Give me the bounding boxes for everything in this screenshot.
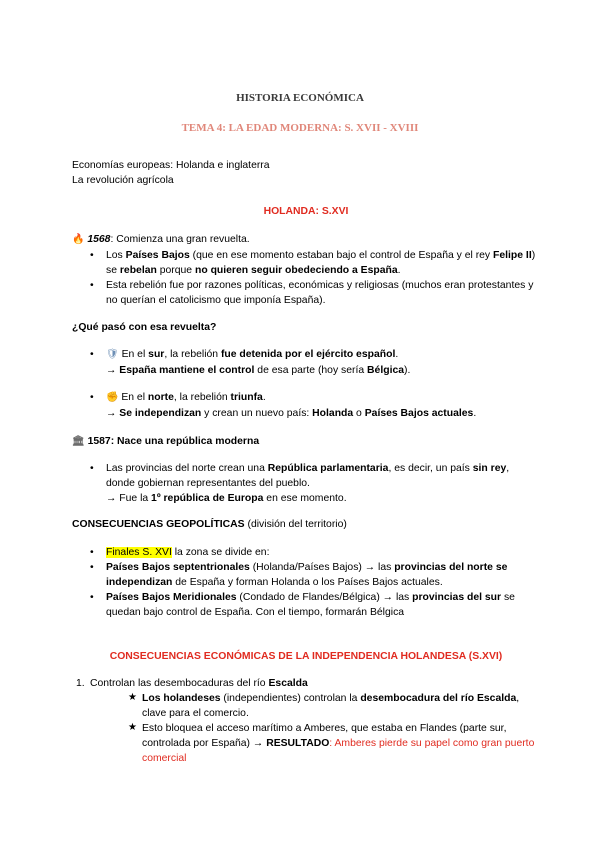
event-1568-list	[72, 248, 540, 308]
econ-sublist	[128, 691, 540, 766]
geo-heading: CONSECUENCIAS GEOPOLÍTICAS (división del territorio)	[72, 519, 347, 530]
shield-icon: 🛡	[106, 349, 119, 360]
geo-list	[72, 545, 540, 620]
event-text: : Comienza una gran revuelta.	[110, 234, 250, 245]
document-subtitle: TEMA 4: LA EDAD MODERNA: S. XVII - XVIII	[181, 122, 419, 134]
highlighted-text: Finales S. XVI	[106, 547, 172, 558]
event-year: 1568	[87, 234, 111, 245]
list-item: ★ Los holandeses (independientes) controlan la desembocadura del río Escalda, clave para el comercio.	[128, 691, 540, 721]
fire-icon: 🔥	[72, 234, 85, 245]
list-item: • Países Bajos Meridionales (Condado de Flandes/Bélgica) → las provincias del sur se quedan bajo control de España. Con el tiempo, formarán Bélgica	[72, 590, 540, 620]
republic-heading: 🏛 1587: Nace una república moderna	[72, 436, 260, 447]
econ-heading: CONSECUENCIAS ECONÓMICAS DE LA INDEPENDENCIA HOLANDESA (S.XVI)	[109, 651, 503, 662]
intro-block	[72, 158, 540, 188]
question-heading: ¿Qué pasó con esa revuelta?	[72, 322, 217, 333]
intro-line-2: La revolución agrícola	[72, 175, 174, 187]
econ-list	[72, 676, 540, 766]
result-text: Amberes pierde su papel como gran puerto comercial	[142, 738, 535, 765]
raised-fist-icon: ✊	[106, 392, 119, 403]
list-item: • Los Países Bajos (que en ese momento estaban bajo el control de España y el rey Felipe II) se rebelan porque no quieren seguir obedeciendo a España.	[72, 248, 540, 278]
intro-line-1: Economías europeas: Holanda e inglaterra	[72, 160, 270, 171]
list-item: • Esta rebelión fue por razones políticas, económicas y religiosas (muchos eran protestantes y no querían el catolicismo que imponía España).	[72, 278, 540, 308]
section-heading-holanda: HOLANDA: S.XVI	[263, 206, 349, 217]
list-item: 1. Controlan las desembocaduras del río Escalda ★ Los holandeses (independientes) controlan la desembocadura del río Escalda, clave para el comercio. ★ Esto bloquea el acceso marítimo a Amberes, que estaba en Flandes (parte sur, controlada por España) → RESULTADO: Amberes pierde su papel como gran puerto comercial	[72, 676, 540, 766]
list-item: • Finales S. XVI la zona se divide en:	[72, 545, 540, 560]
document-title: HISTORIA ECONÓMICA	[236, 92, 364, 104]
republic-list	[72, 461, 540, 506]
list-item: • ✊ En el norte, la rebelión triunfa. → Se independizan y crean un nuevo país: Holanda o Países Bajos actuales.	[72, 390, 540, 421]
list-item: ★ Esto bloquea el acceso marítimo a Amberes, que estaba en Flandes (parte sur, controlada por España) → RESULTADO: Amberes pierde su papel como gran puerto comercial	[128, 721, 540, 766]
question-sur	[72, 347, 540, 378]
list-item: • Países Bajos septentrionales (Holanda/Países Bajos) → las provincias del norte se independizan de España y forman Holanda o los Países Bajos actuales.	[72, 560, 540, 590]
classical-building-icon: 🏛	[72, 436, 85, 447]
event-1568-line	[72, 232, 540, 248]
list-item: • Las provincias del norte crean una República parlamentaria, es decir, un país sin rey, donde gobiernan representantes del pueblo. → Fue la 1º república de Europa en ese momento.	[72, 461, 540, 506]
question-norte	[72, 390, 540, 421]
list-item: • 🛡 En el sur, la rebelión fue detenida por el ejército español. → España mantiene el control de esa parte (hoy sería Bélgica).	[72, 347, 540, 378]
event-1568	[72, 232, 540, 308]
